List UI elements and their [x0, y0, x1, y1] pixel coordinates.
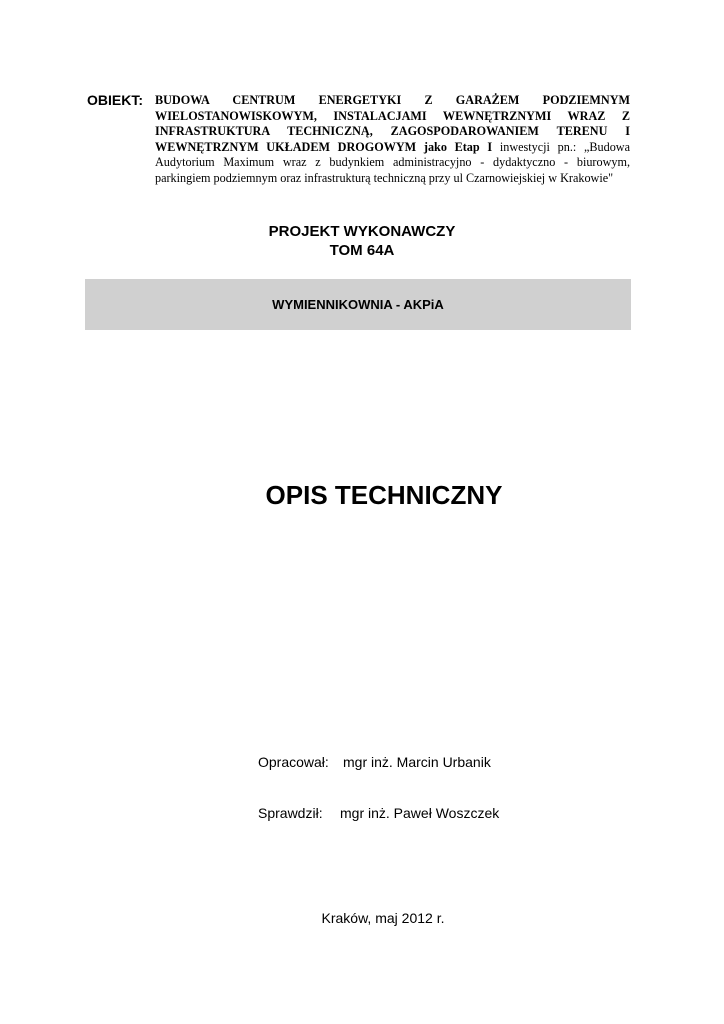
obiekt-description: [155, 93, 630, 187]
obiekt-label: OBIEKT:: [87, 92, 143, 108]
checked-by-name: mgr inż. Paweł Woszczek: [340, 805, 500, 821]
prepared-by-name: mgr inż. Marcin Urbanik: [343, 754, 491, 770]
checked-by: [258, 804, 499, 822]
prepared-by-role: Opracował:: [258, 754, 329, 770]
place-date: Kraków, maj 2012 r.: [321, 910, 445, 926]
project-volume: TOM 64A: [329, 242, 395, 259]
project-type: PROJEKT WYKONAWCZY: [268, 223, 456, 240]
obiekt-description-normal: inwestycji pn.: „Budowa Audytorium Maximum wraz z budynkiem administracyjno - dydaktyczno - biurowym, parkingiem podziemnym oraz infrastrukturą techniczną przy ul Czarnowiejskiej w Krakowie": [155, 139, 631, 185]
prepared-by: [258, 753, 491, 771]
document-title: OPIS TECHNICZNY: [265, 480, 503, 510]
checked-by-role: Sprawdził:: [258, 805, 323, 821]
project-heading: [0, 222, 724, 260]
obiekt-description-bold: BUDOWA CENTRUM ENERGETYKI Z GARAŻEM PODZIEMNYM WIELOSTANOWISKOWYM, INSTALACJAMI WEWNĘTRZNYMI WRAZ Z INFRASTRUKTURA TECHNICZNĄ, ZAGOSPODAROWANIEM TERENU I WEWNĘTRZNYM UKŁADEM DROGOWYM jako Etap I: [155, 93, 630, 154]
section-band: [85, 279, 631, 330]
section-title: WYMIENNIKOWNIA - AKPiA: [272, 297, 444, 312]
